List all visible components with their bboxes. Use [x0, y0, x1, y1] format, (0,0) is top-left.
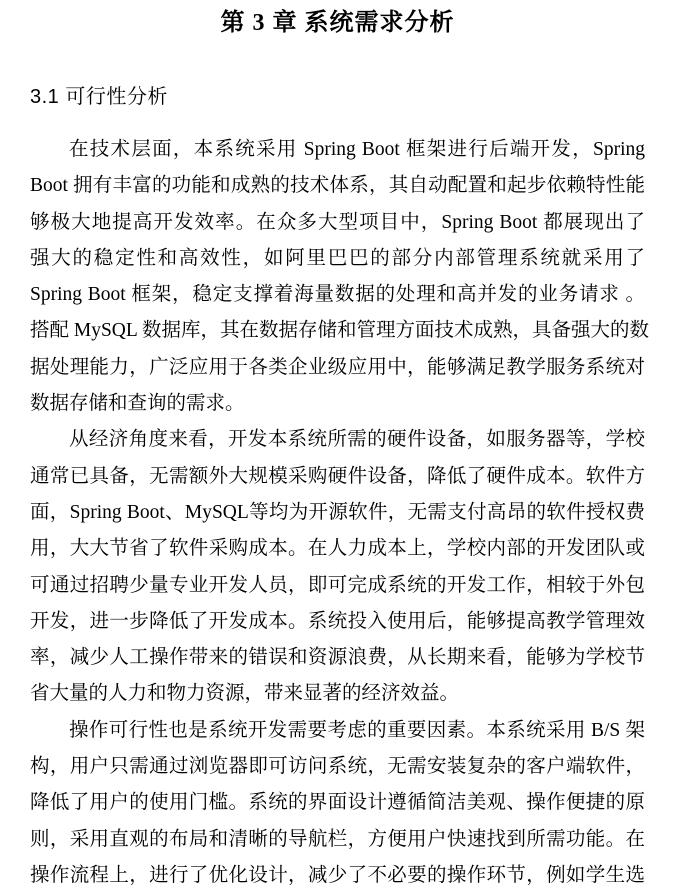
- chapter-title: 第 3 章 系统需求分析: [220, 10, 455, 36]
- paragraph-line: 可通过招聘少量专业开发人员，即可完成系统的开发工作，相较于外包: [30, 574, 645, 596]
- paragraph: [30, 132, 649, 422]
- paragraph: [30, 713, 645, 885]
- paragraph-line: 搭配 MySQL 数据库，其在数据存储和管理方面技术成熟，具备强大的数: [30, 320, 649, 342]
- paragraph-line: 则，采用直观的布局和清晰的导航栏，方便用户快速找到所需功能。在: [30, 828, 645, 850]
- paragraph-line: Boot 拥有丰富的功能和成熟的技术体系，其自动配置和起步依赖特性能: [30, 175, 645, 197]
- paragraph-line: 通常已具备，无需额外大规模采购硬件设备，降低了硬件成本。软件方: [30, 465, 645, 487]
- paragraph-line: 开发，进一步降低了开发成本。系统投入使用后，能够提高教学管理效: [30, 610, 645, 632]
- paragraph-line: 构，用户只需通过浏览器即可访问系统，无需安装复杂的客户端软件，: [30, 756, 645, 778]
- paragraph-line: Spring Boot 框架，稳定支撑着海量数据的处理和高并发的业务请求 。: [30, 284, 645, 306]
- paragraph-line: 率，减少人工操作带来的错误和资源浪费，从长期来看，能够为学校节: [30, 647, 645, 669]
- section-heading: 3.1 可行性分析: [30, 86, 168, 108]
- paragraph-line: 据处理能力，广泛应用于各类企业级应用中，能够满足教学服务系统对: [30, 356, 645, 378]
- paragraph-line: 从经济角度来看，开发本系统所需的硬件设备，如服务器等，学校: [69, 429, 645, 451]
- paragraph-line: 面，Spring Boot、MySQL等均为开源软件，无需支付高昂的软件授权费: [30, 501, 645, 523]
- paragraph: [30, 422, 645, 712]
- paragraph-line: 操作可行性也是系统开发需要考虑的重要因素。本系统采用 B/S 架: [69, 719, 645, 741]
- paragraph-line: 省大量的人力和物力资源，带来显著的经济效益。: [30, 683, 460, 705]
- paragraph-line: 用，大大节省了软件采购成本。在人力成本上，学校内部的开发团队或: [30, 538, 645, 560]
- paragraph-line: 降低了用户的使用门槛。系统的界面设计遵循简洁美观、操作便捷的原: [30, 792, 645, 814]
- paragraph-line: 数据存储和查询的需求。: [30, 393, 245, 415]
- paragraph-line: 够极大地提高开发效率。在众多大型项目中，Spring Boot 都展现出了: [30, 211, 645, 233]
- paragraph-line: 强大的稳定性和高效性，如阿里巴巴的部分内部管理系统就采用了: [30, 247, 645, 269]
- body-text: [30, 132, 649, 885]
- paragraph-line: 在技术层面，本系统采用 Spring Boot 框架进行后端开发，Spring: [69, 139, 645, 160]
- paragraph-line: 操作流程上，进行了优化设计，减少了不必要的操作环节，例如学生选: [30, 864, 645, 885]
